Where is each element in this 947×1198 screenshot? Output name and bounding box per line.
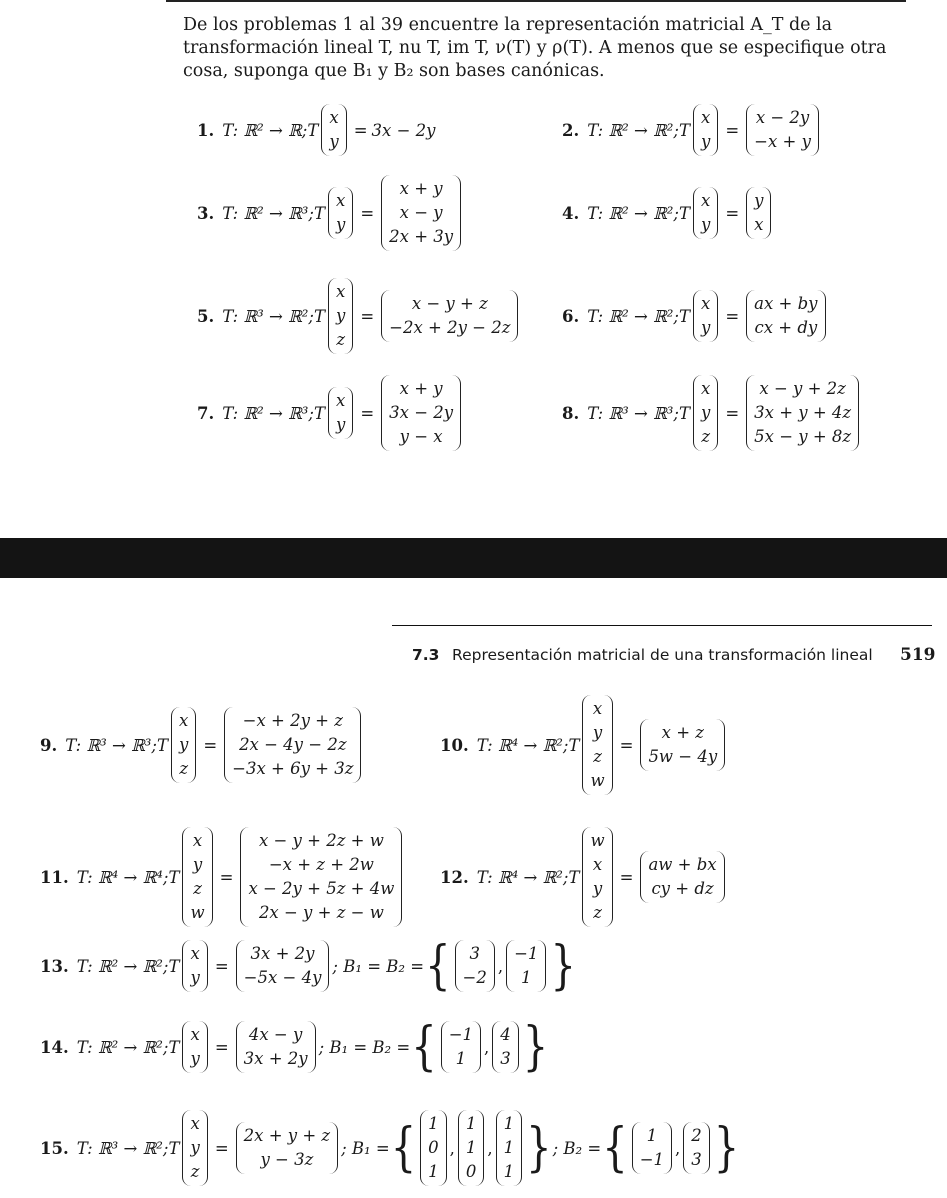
matrix-entry: x: [336, 391, 346, 410]
matrix-entry: −5x − 4y: [243, 968, 322, 987]
matrix-entry: −3x + 6y + 3z: [232, 759, 354, 778]
equals-sign: =: [203, 735, 218, 755]
matrix-entry: −1: [448, 1025, 474, 1044]
problem-number: 13.: [40, 956, 69, 976]
matrix-entry: 3x + 2y: [250, 944, 315, 963]
matrix: [182, 940, 207, 992]
matrix-entry: y: [336, 215, 346, 234]
matrix-entry: 4: [500, 1025, 511, 1044]
problem-number: 14.: [40, 1037, 69, 1057]
matrix: [693, 104, 718, 156]
matrix: [506, 940, 546, 992]
comma: ,: [675, 1138, 681, 1158]
matrix-entry: 2x − 4y − 2z: [239, 735, 347, 754]
matrix: [381, 375, 461, 451]
matrix: [683, 1122, 710, 1174]
mapping-signature: T: ℝ³ → ℝ³;: [587, 403, 679, 423]
matrix-entry: x: [336, 282, 346, 301]
problem-item: [40, 936, 577, 996]
problem-item: [40, 1017, 549, 1077]
matrix-entry: 2: [691, 1126, 702, 1145]
page-gap-band: [0, 538, 947, 578]
matrix-entry: 3x + 2y: [243, 1049, 308, 1068]
matrix: [746, 290, 825, 342]
matrix: [492, 1021, 519, 1073]
transform-symbol: T: [678, 203, 690, 223]
matrix-entry: z: [190, 1162, 200, 1181]
problem-number: 8.: [562, 403, 580, 423]
matrix-entry: aw + bx: [648, 855, 717, 874]
matrix-entry: 1: [465, 1138, 477, 1157]
matrix-entry: −1: [639, 1150, 665, 1169]
matrix-entry: −x + y: [754, 132, 811, 151]
matrix: [455, 940, 495, 992]
matrix-entry: y − 3z: [260, 1150, 314, 1169]
mapping-signature: T: ℝ² → ℝ³;: [222, 403, 314, 423]
brace-open: {: [411, 1017, 437, 1077]
problem-item: [40, 707, 364, 783]
matrix-entry: 1: [428, 1162, 439, 1181]
matrix-entry: y: [701, 215, 711, 234]
page-number: 519: [900, 645, 936, 665]
matrix: [693, 375, 718, 451]
equals-sign: =: [214, 1037, 229, 1057]
section-number: 7.3: [412, 646, 440, 664]
mapping-signature: T: ℝ³ → ℝ²;: [76, 1138, 169, 1158]
matrix-entry: 1: [503, 1114, 515, 1133]
matrix: [582, 695, 612, 795]
brace-close: }: [713, 1118, 740, 1178]
matrix-entry: 1: [646, 1126, 658, 1145]
matrix: [328, 387, 353, 439]
equals-sign: =: [725, 203, 740, 223]
equals-sign: =: [619, 867, 634, 887]
matrix-entry: y − x: [399, 427, 443, 446]
intro-paragraph: De los problemas 1 al 39 encuentre la representación matricial A_T de la transformación lineal T, nu T, im T, ν(T) y ρ(T). A menos que se especifique otra cosa, suponga que B₁ y B₂ son bases canónicas.: [183, 15, 887, 81]
matrix: [640, 851, 724, 903]
section-rule: [392, 625, 932, 626]
matrix-entry: x: [592, 699, 603, 718]
comma: ,: [449, 1138, 455, 1158]
matrix-entry: z: [179, 759, 189, 778]
matrix-entry: w: [590, 831, 605, 850]
matrix-entry: x: [701, 108, 711, 127]
matrix-entry: x: [179, 711, 189, 730]
matrix: [746, 187, 771, 239]
matrix-entry: x: [190, 1025, 200, 1044]
problem-number: 1.: [197, 120, 215, 140]
mapping-signature: T: ℝ² → ℝ;: [222, 120, 308, 140]
problem-item: [562, 290, 829, 342]
equals-sign: =: [725, 403, 740, 423]
problem-number: 2.: [562, 120, 580, 140]
matrix-entry: 3x + y + 4z: [754, 403, 852, 422]
matrix: [746, 104, 819, 156]
comma: ,: [497, 956, 504, 976]
matrix-entry: y: [190, 968, 200, 987]
basis-label: ; B₂ =: [552, 1138, 602, 1158]
matrix-entry: 5x − y + 8z: [754, 427, 852, 446]
matrix: [328, 278, 353, 354]
matrix-entry: 2x + 3y: [389, 227, 454, 246]
problem-item: [197, 104, 435, 156]
matrix-entry: y: [701, 132, 711, 151]
matrix-entry: −x + z + 2w: [268, 855, 374, 874]
matrix: [240, 827, 402, 927]
matrix-entry: z: [193, 879, 202, 898]
matrix: [458, 1110, 485, 1186]
matrix-entry: x − 2y + 5z + 4w: [248, 879, 395, 898]
transform-symbol: T: [313, 403, 325, 423]
matrix: [182, 827, 212, 927]
mapping-signature: T: ℝ² → ℝ²;: [587, 306, 679, 326]
matrix-entry: w: [590, 771, 605, 790]
equals-sign: =: [360, 306, 375, 326]
matrix: [224, 707, 361, 783]
problem-number: 11.: [40, 867, 69, 887]
problem-item: [197, 375, 464, 451]
brace-open: {: [425, 936, 451, 996]
matrix-entry: ax + by: [754, 294, 818, 313]
matrix: [321, 104, 346, 156]
equals-sign: =: [214, 1138, 229, 1158]
comma: ,: [487, 1138, 493, 1158]
matrix-entry: x + z: [661, 723, 704, 742]
matrix-entry: y: [701, 318, 711, 337]
matrix-entry: y: [336, 306, 346, 325]
matrix-entry: cx + dy: [754, 318, 818, 337]
matrix-entry: z: [593, 747, 602, 766]
matrix-entry: −1: [514, 944, 539, 963]
equals-sign: =: [214, 956, 229, 976]
problem-number: 4.: [562, 203, 580, 223]
matrix-entry: 2x + y + z: [243, 1126, 331, 1145]
equals-sign: =: [219, 867, 234, 887]
matrix-entry: 1: [465, 1114, 477, 1133]
mapping-signature: T: ℝ⁴ → ℝ²;: [476, 735, 569, 755]
matrix-entry: x − y: [399, 203, 443, 222]
section-title: Representación matricial de una transformación lineal: [452, 646, 873, 664]
matrix: [381, 290, 518, 342]
problem-item: [440, 827, 728, 927]
matrix-entry: x: [701, 294, 711, 313]
matrix-entry: −x + 2y + z: [242, 711, 343, 730]
matrix: [746, 375, 859, 451]
transform-symbol: T: [168, 1138, 180, 1158]
matrix-entry: 3x − 2y: [389, 403, 454, 422]
matrix-entry: y: [329, 132, 339, 151]
matrix: [171, 707, 196, 783]
transform-symbol: T: [313, 306, 325, 326]
mapping-signature: T: ℝ² → ℝ²;: [76, 956, 169, 976]
matrix-entry: −2: [462, 968, 487, 987]
matrix-entry: z: [701, 427, 711, 446]
matrix: [640, 719, 725, 771]
problem-number: 7.: [197, 403, 215, 423]
matrix-entry: y: [192, 855, 203, 874]
matrix-entry: y: [592, 879, 603, 898]
equals-sign: =: [360, 403, 375, 423]
matrix-entry: 1: [503, 1162, 515, 1181]
scalar-output: 3x − 2y: [371, 120, 436, 140]
matrix-entry: x: [329, 108, 339, 127]
matrix: [182, 1110, 207, 1186]
matrix: [496, 1110, 523, 1186]
problem-number: 10.: [440, 735, 469, 755]
basis-label: ; B₁ = B₂ =: [332, 956, 425, 976]
problem-number: 6.: [562, 306, 580, 326]
mapping-signature: T: ℝ³ → ℝ²;: [222, 306, 314, 326]
matrix-entry: 1: [503, 1138, 515, 1157]
mapping-signature: T: ℝ⁴ → ℝ⁴;: [76, 867, 169, 887]
problem-item: [562, 187, 774, 239]
matrix: [236, 940, 330, 992]
matrix-entry: −2x + 2y − 2z: [389, 318, 511, 337]
transform-symbol: T: [168, 867, 180, 887]
matrix-entry: y: [592, 723, 603, 742]
matrix: [381, 175, 461, 251]
matrix-entry: x − y + 2z: [759, 379, 846, 398]
matrix: [236, 1122, 338, 1174]
brace-open: {: [602, 1118, 628, 1178]
matrix-entry: w: [190, 903, 205, 922]
matrix: [420, 1110, 447, 1186]
problem-number: 12.: [440, 867, 469, 887]
matrix: [441, 1021, 481, 1073]
problem-item: [440, 695, 728, 795]
matrix-entry: 0: [428, 1138, 439, 1157]
transform-symbol: T: [678, 306, 690, 326]
problem-item: [197, 175, 464, 251]
brace-close: }: [526, 1118, 552, 1178]
matrix-entry: y: [190, 1138, 200, 1157]
matrix-entry: y: [190, 1049, 200, 1068]
matrix: [236, 1021, 316, 1073]
transform-symbol: T: [568, 867, 580, 887]
matrix-entry: 2x − y + z − w: [258, 903, 384, 922]
mapping-signature: T: ℝ² → ℝ²;: [587, 203, 679, 223]
equals-sign: =: [353, 120, 368, 140]
top-rule: [166, 0, 906, 2]
brace-close: }: [522, 1017, 549, 1077]
problem-item: [40, 1110, 740, 1186]
equals-sign: =: [619, 735, 634, 755]
transform-symbol: T: [313, 203, 325, 223]
matrix-entry: x: [701, 191, 711, 210]
basis-label: ; B₁ = B₂ =: [318, 1037, 411, 1057]
mapping-signature: T: ℝ³ → ℝ³;: [65, 735, 157, 755]
equals-sign: =: [360, 203, 375, 223]
matrix: [632, 1122, 672, 1174]
matrix-entry: x + y: [399, 179, 443, 198]
basis-label: ; B₁ =: [341, 1138, 390, 1158]
transform-symbol: T: [168, 956, 180, 976]
matrix-entry: x: [336, 191, 346, 210]
transform-symbol: T: [678, 120, 690, 140]
problem-item: [562, 104, 822, 156]
matrix-entry: y: [701, 403, 711, 422]
matrix-entry: 1: [521, 968, 532, 987]
matrix-entry: z: [336, 330, 346, 349]
matrix-entry: 0: [465, 1162, 477, 1181]
brace-close: }: [550, 936, 576, 996]
matrix-entry: x: [701, 379, 711, 398]
transform-symbol: T: [168, 1037, 180, 1057]
problem-item: [40, 827, 405, 927]
mapping-signature: T: ℝ² → ℝ²;: [587, 120, 679, 140]
problem-number: 3.: [197, 203, 215, 223]
matrix-entry: x: [190, 944, 200, 963]
mapping-signature: T: ℝ² → ℝ³;: [222, 203, 314, 223]
matrix: [582, 827, 612, 927]
matrix-entry: x + y: [399, 379, 443, 398]
transform-symbol: T: [156, 735, 168, 755]
matrix-entry: cy + dz: [651, 879, 714, 898]
matrix-entry: 1: [455, 1049, 467, 1068]
matrix: [693, 187, 718, 239]
matrix-entry: x: [592, 855, 603, 874]
matrix: [328, 187, 353, 239]
problem-item: [562, 375, 862, 451]
matrix-entry: 1: [428, 1114, 439, 1133]
matrix-entry: 3: [691, 1150, 702, 1169]
transform-symbol: T: [678, 403, 690, 423]
transform-symbol: T: [568, 735, 580, 755]
transform-symbol: T: [307, 120, 319, 140]
matrix-entry: y: [179, 735, 189, 754]
equals-sign: =: [725, 120, 740, 140]
matrix-entry: 5w − 4y: [648, 747, 718, 766]
problem-number: 15.: [40, 1138, 69, 1158]
matrix-entry: 3: [500, 1049, 511, 1068]
matrix: [182, 1021, 207, 1073]
matrix-entry: 3: [469, 944, 480, 963]
problem-number: 9.: [40, 735, 58, 755]
problem-number: 5.: [197, 306, 215, 326]
mapping-signature: T: ℝ⁴ → ℝ²;: [476, 867, 569, 887]
equals-sign: =: [725, 306, 740, 326]
brace-open: {: [390, 1118, 417, 1178]
matrix-entry: x − y + 2z + w: [258, 831, 384, 850]
matrix-entry: y: [336, 415, 346, 434]
matrix-entry: x − y + z: [411, 294, 488, 313]
matrix-entry: z: [593, 903, 602, 922]
matrix-entry: x − 2y: [755, 108, 810, 127]
mapping-signature: T: ℝ² → ℝ²;: [76, 1037, 169, 1057]
problem-item: [197, 278, 521, 354]
matrix-entry: y: [754, 191, 764, 210]
comma: ,: [484, 1037, 490, 1057]
matrix-entry: 4x − y: [248, 1025, 303, 1044]
matrix-entry: x: [190, 1114, 200, 1133]
matrix-entry: x: [192, 831, 203, 850]
matrix: [693, 290, 718, 342]
matrix-entry: x: [754, 215, 764, 234]
